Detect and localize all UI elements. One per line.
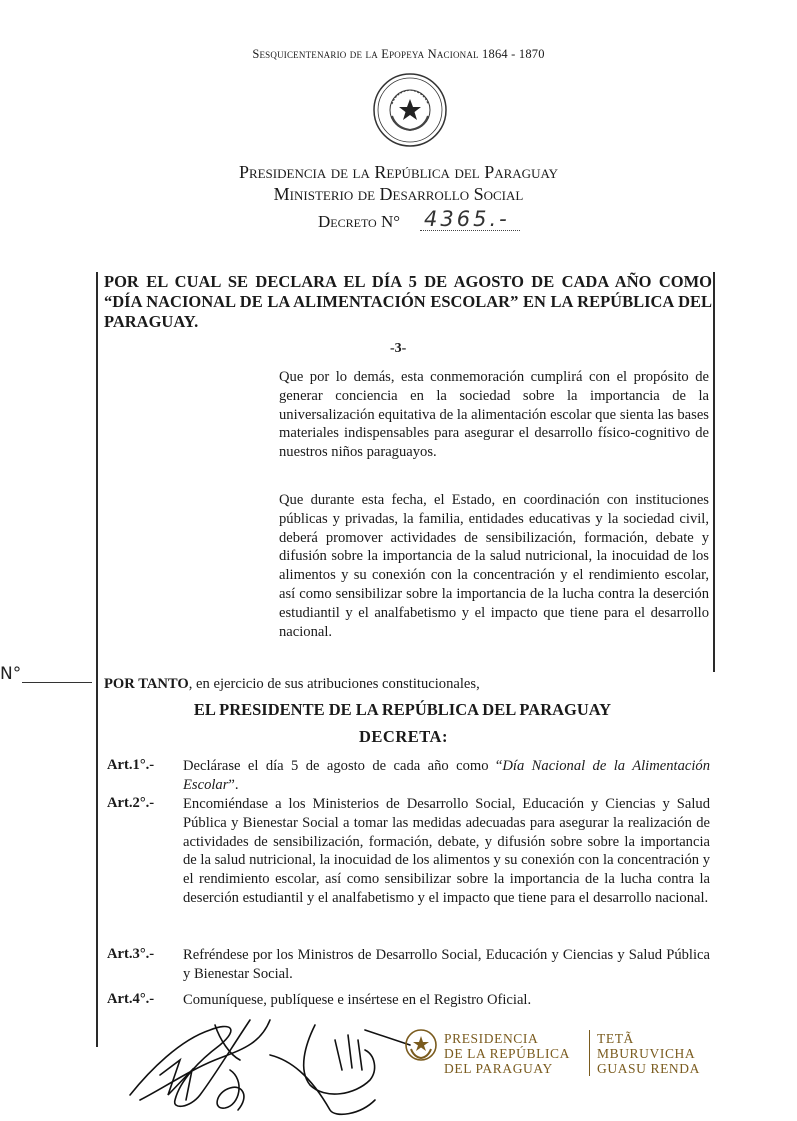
presidency-emblem-icon (404, 1028, 438, 1062)
considerando-paragraph: Que por lo demás, esta conmemoración cumplirá con el propósito de generar conciencia en la sociedad sobre la importancia de la universalización equitativa de la alimentación escolar que sienta las bases materiales indispensables para asegurar el desarrollo físico-cognitivo de nuestros niños paraguayos. (279, 369, 709, 461)
decree-number-underline (420, 230, 520, 231)
article-text: Refréndese por los Ministros de Desarrollo Social, Educación y Ciencias y Salud Pública y Bienestar Social. (183, 947, 710, 982)
decree-number: 4365.- (424, 207, 510, 231)
national-seal-icon (372, 72, 448, 148)
por-tanto-rest: , en ejercicio de sus atribuciones constitucionales, (188, 676, 480, 692)
wordmark-line: DE LA REPÚBLICA (444, 1046, 571, 1061)
left-margin-rule (96, 272, 98, 1047)
page-number: -3- (390, 341, 407, 356)
wordmark-line: GUASU RENDA (597, 1061, 700, 1076)
article-text (183, 757, 710, 795)
wordmark-divider (589, 1030, 590, 1076)
article-label: Art.2°.- (107, 795, 155, 811)
article-text: Comuníquese, publíquese e insértese en el Registro Oficial. (183, 992, 532, 1008)
decreta-heading: DECRETA: (359, 727, 448, 746)
wordmark-line: PRESIDENCIA (444, 1031, 539, 1046)
signatures-graphic (120, 1000, 420, 1120)
decree-label: Decreto N° (318, 212, 401, 231)
presidency-wordmark-guarani (597, 1031, 700, 1076)
margin-number-line (22, 682, 92, 683)
decree-title: POR EL CUAL SE DECLARA EL DÍA 5 DE AGOSTO DE CADA AÑO COMO “DÍA NACIONAL DE LA ALIMENTACIÓN ESCOLAR” EN LA REPÚBLICA DEL PARAGUAY. (104, 272, 712, 331)
por-tanto-bold: POR TANTO (104, 676, 189, 692)
president-heading: EL PRESIDENTE DE LA REPÚBLICA DEL PARAGUAY (193, 700, 612, 719)
presidency-wordmark-spanish (444, 1031, 570, 1076)
wordmark-line: DEL PARAGUAY (444, 1061, 553, 1076)
article-1-observance-name: Día Nacional de la Alimentación Escolar (183, 758, 711, 793)
article-label: Art.4°.- (107, 991, 155, 1007)
considerando-paragraph: Que durante esta fecha, el Estado, en coordinación con instituciones públicas y privadas, la familia, entidades educativas y la sociedad civil, deberá promover actividades de sensibilización, formación, debate y difusión sobre la importancia de la salud nutricional, la inocuidad de los alimentos y su conexión con la concentración y el rendimiento escolar, así como sensibilizar sobre la importancia de la lucha contra la deserción estudiantil y el analfabetismo y el impacto que tiene para el desarrollo nacional. (279, 492, 709, 640)
article-label: Art.1°.- (107, 757, 155, 773)
article-1-text-start: Declárase el día 5 de agosto de cada año como “ (183, 758, 503, 774)
por-tanto-clause (104, 676, 712, 693)
right-margin-rule (713, 272, 715, 672)
issuing-authority (0, 161, 797, 205)
wordmark-line: TETÃ (597, 1031, 634, 1046)
article-label: Art.3°.- (107, 946, 155, 962)
margin-number-mark: N° (0, 664, 22, 684)
ministry-line: Ministerio de Desarrollo Social (273, 184, 524, 204)
bicentennial-banner: Sesquicentenario de la Epopeya Nacional 1864 - 1870 (252, 47, 545, 61)
article-text: Encomiéndase a los Ministerios de Desarrollo Social, Educación y Ciencias y Salud Pública y Bienestar Social a tomar las medidas adecuadas para asegurar la realización de actividades de sensibilización, formación, debate, y difusión sobre sobre la importancia de la salud nutricional, la inocuidad de los alimentos y su conexión con la concentración y el rendimiento escolar, así como sensibilizar sobre la importancia de la lucha contra la deserción estudiantil y el analfabetismo y el impacto que tiene para el desarrollo nacional. (183, 796, 710, 906)
wordmark-line: MBURUVICHA (597, 1046, 696, 1061)
article-1-text-end: ”. (228, 776, 239, 793)
presidency-line: Presidencia de la República del Paraguay (238, 162, 559, 182)
